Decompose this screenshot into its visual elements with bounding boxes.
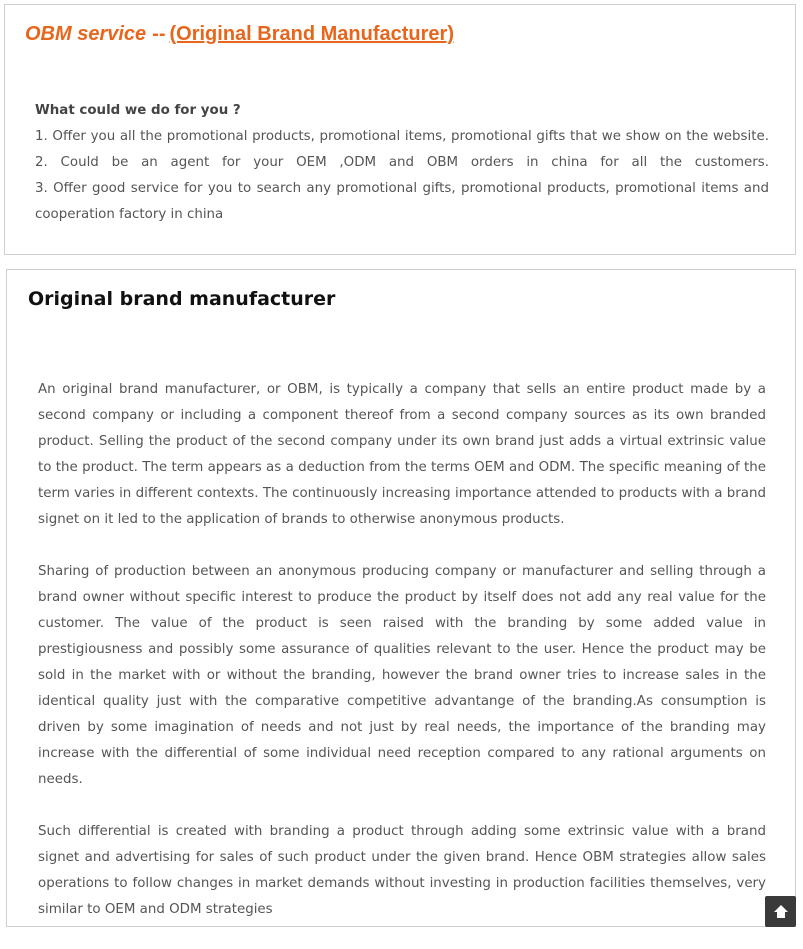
article-panel xyxy=(6,269,796,927)
back-to-top-button[interactable] xyxy=(765,896,796,927)
article-title: Original brand manufacturer xyxy=(28,288,336,310)
heading-separator: -- xyxy=(152,23,166,45)
intro-question: What could we do for you ? xyxy=(35,103,241,118)
article-paragraph: An original brand manufacturer, or OBM, is typically a company that sells an entire product made by a second company or including a component thereof from a second company sources as its own branded product. Selling the product of the second company under its own brand just adds a virtual extrinsic value to the product. The term appears as a deduction from the terms OEM and ODM. The specific meaning of the term varies in different contexts. The continuously increasing importance attended to products with a brand signet on it led to the application of brands to otherwise anonymous products. xyxy=(38,382,766,527)
intro-item: 3. Offer good service for you to search any promotional gifts, promotional products, promotional items and cooperation factory in china xyxy=(35,181,769,222)
service-heading xyxy=(25,23,454,46)
intro-item: 1. Offer you all the promotional products, promotional items, promotional gifts that we show on the website. xyxy=(35,129,769,144)
article-paragraph: Sharing of production between an anonymous producing company or manufacturer and selling through a brand owner without specific interest to produce the product by itself does not add any real value for the customer. The value of the product is seen raised with the branding by some added value in prestigiousness and possibly some assurance of qualities relevant to the user. Hence the product may be sold in the market with or without the branding, however the brand owner tries to increase sales in the identical quality just with the comparative competitive advantange of the branding.As consumption is driven by some imagination of needs and not just by real needs, the importance of the branding may increase with the differential of some individual need reception compared to any rational arguments on needs. xyxy=(38,564,766,787)
intro-item: 2. Could be an agent for your OEM ,ODM and OBM orders in china for all the customers. xyxy=(35,155,769,170)
services-intro xyxy=(35,98,769,228)
original-brand-manufacturer-link[interactable]: (Original Brand Manufacturer) xyxy=(169,23,454,45)
obm-service-label: OBM service xyxy=(25,23,147,45)
article-paragraph: Such differential is created with branding a product through adding some extrinsic value with a brand signet and advertising for sales of such product under the given brand. Hence OBM strategies allow sales operations to follow changes in market demands without investing in production facilities themselves, very similar to OEM and ODM strategies xyxy=(38,824,766,917)
house-up-arrow-icon xyxy=(773,904,789,920)
article-body xyxy=(38,377,766,949)
obm-service-panel xyxy=(4,4,796,255)
